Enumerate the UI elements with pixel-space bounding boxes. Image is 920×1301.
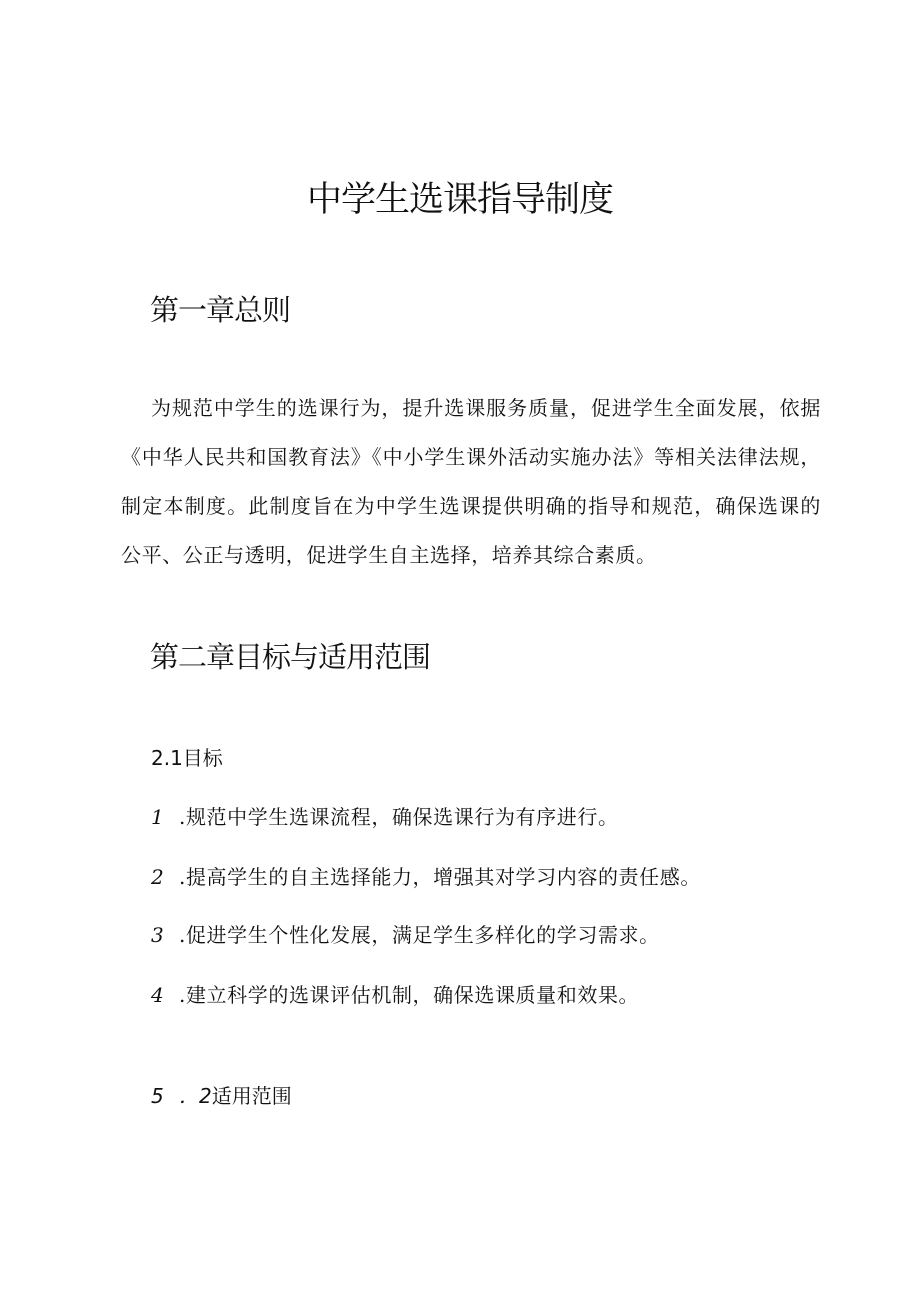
- section-scope-title: 适用范围: [211, 1084, 292, 1108]
- chapter-1-heading: 第一章总则: [150, 293, 291, 327]
- goal-item-text: .促进学生个性化发展，满足学生多样化的学习需求。: [179, 923, 660, 947]
- goal-item-3: [151, 920, 660, 950]
- chapter-2-heading: 第二章目标与适用范围: [150, 640, 431, 674]
- goal-item-number: 2: [151, 865, 165, 889]
- section-goals-heading: 2.1目标: [151, 746, 223, 770]
- section-scope-heading: [151, 1081, 292, 1111]
- goal-item-number: 3: [151, 923, 165, 947]
- goal-item-4: [151, 980, 639, 1010]
- goal-item-number: 4: [151, 983, 165, 1007]
- goal-item-number: 1: [151, 805, 165, 829]
- goal-item-text: .规范中学生选课流程，确保选课行为有序进行。: [179, 805, 619, 829]
- section-scope-number: 5: [151, 1084, 164, 1108]
- goal-item-2: [151, 862, 701, 892]
- document-title: 中学生选课指导制度: [306, 180, 613, 220]
- chapter-1-paragraph: 为规范中学生的选课行为，提升选课服务质量，促进学生全面发展，依据《中华人民共和国教育法》《中小学生课外活动实施办法》等相关法律法规，制定本制度。此制度旨在为中学生选课提供明确的指导和规范，确保选课的公平、公正与透明，促进学生自主选择，培养其综合素质。: [121, 396, 821, 567]
- section-scope-subnumber: ．2: [179, 1084, 212, 1108]
- goal-item-text: .提高学生的自主选择能力，增强其对学习内容的责任感。: [179, 865, 701, 889]
- goal-item-1: [151, 802, 619, 832]
- goal-item-text: .建立科学的选课评估机制，确保选课质量和效果。: [179, 983, 640, 1007]
